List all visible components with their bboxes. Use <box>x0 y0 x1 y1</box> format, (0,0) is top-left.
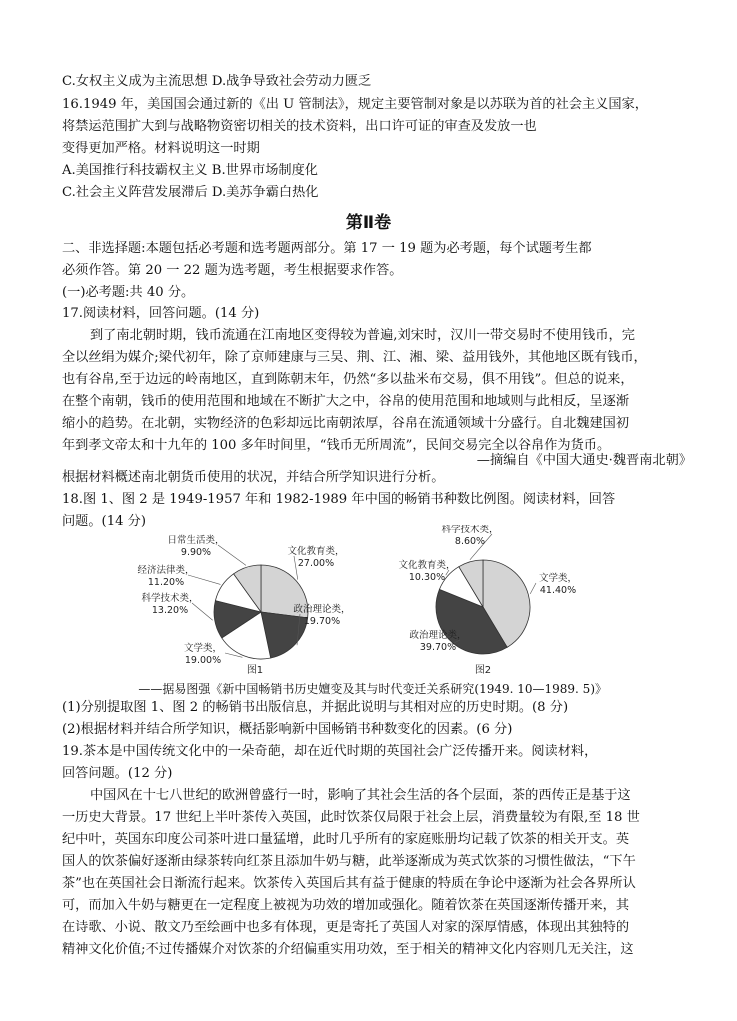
pie2-label-value-2: 10.30% <box>408 572 446 583</box>
q17-para-line2: 全以丝绢为媒介;梁代初年，除了京师建康与三吴、荆、江、湘、梁、益用钱外，其他地区既有钱币， <box>62 350 647 365</box>
pie1-label-value-3: 13.20% <box>151 605 189 616</box>
pie-charts <box>0 525 737 680</box>
question-19-line1: 19.茶本是中国传统文化中的一朵奇葩，却在近代时期的英国社会广泛传播开来。阅读材料， <box>62 744 598 759</box>
pie1-label-name-2: 文学类， <box>183 643 223 654</box>
pie1-label-value-1: 19.70% <box>303 616 341 627</box>
q17-para-line1: 到了南北朝时期，钱币流通在江南地区变得较为普遍,刘宋时，汉川一带交易时不使用钱币，完 <box>90 328 635 343</box>
pie1-leader-3 <box>192 603 213 620</box>
question-17-header: 17.阅读材料，回答问题。(14 分) <box>62 306 260 321</box>
q19-para-line2: 一历史大背景。17 世纪上半叶茶传入英国，此时饮茶仅局限于社会上层，消费量较为有限,至 18 世 <box>62 810 640 825</box>
q19-para-line4: 国人的饮茶偏好逐渐由绿茶转向红茶且添加牛奶与糖，此举逐渐成为英式饮茶的习惯性做法，“下午 <box>62 854 636 869</box>
intro-line2: 必须作答。第 20 一 22 题为选考题，考生根据要求作答。 <box>62 263 403 278</box>
question-19-line2: 回答问题。(12 分) <box>62 766 173 781</box>
q19-para-line1: 中国风在十七八世纪的欧洲曾盛行一时，影响了其社会生活的各个层面，茶的西传正是基于这 <box>90 788 631 803</box>
section-title: 第Ⅱ卷 <box>345 213 392 233</box>
intro-line1: 二、非选择题:本题包括必考题和选考题两部分。第 17 一 19 题为必考题，每个试题考生都 <box>62 241 592 256</box>
pie1-label-name-5: 日常生活类， <box>167 535 225 546</box>
pie1-label-value-2: 19.00% <box>184 655 222 666</box>
pie2-label-name-3: 科学技术类， <box>441 525 499 535</box>
pie1-label-value-4: 11.20% <box>147 577 185 588</box>
pie1-leader-4 <box>188 575 220 584</box>
pie2-title: 图2 <box>474 665 492 676</box>
q18-question2: (2)根据材料并结合所学知识，概括影响新中国畅销书种数变化的因素。(6 分) <box>62 722 513 737</box>
q17-para-line6: 年到孝文帝太和十九年的 100 多年时间里，“钱币无所周流”，民间交易完全以谷帛作为货币。 <box>62 438 611 453</box>
pie2-label-value-1: 39.70% <box>419 642 457 653</box>
q19-para-line5: 茶”也在英国社会日渐流行起来。饮茶传入英国后其有益于健康的特质在争论中逐渐为社会各界所认 <box>62 876 636 891</box>
pie2-label-value-3: 8.60% <box>454 536 486 547</box>
chart-source: ——据易图强《新中国畅销书历史嬗变及其与时代变迁关系研究(1949. 10—1989. 5)》 <box>138 682 607 696</box>
q17-para-line5: 缩小的趋势。在北朝，实物经济的色彩却远比南朝浓厚，谷帛在流通领域十分盛行。自北魏建国初 <box>62 416 630 431</box>
q19-para-line7: 在诗歌、小说、散文乃至绘画中也多有体现，更是寄托了英国人对家的深厚情感，体现出其独特的 <box>62 920 630 935</box>
intro-line3: (一)必考题:共 40 分。 <box>62 285 195 300</box>
question-18-line2: 问题。(14 分) <box>62 514 147 529</box>
pie1-label-name-1: 政治理论类， <box>293 604 351 615</box>
pie1-label-value-5: 9.90% <box>180 547 212 558</box>
question-16-line2: 将禁运范围扩大到与战略物资密切相关的技术资料，出口许可证的审查及发放一也 <box>62 119 537 134</box>
pie2-label-name-0: 文学类， <box>538 573 578 584</box>
pie1-label-name-0: 文化教育类， <box>287 546 345 557</box>
option-line-cd-q15: C.女权主义成为主流思想 D.战争导致社会劳动力匮乏 <box>62 74 372 89</box>
question-16-line1: 16.1949 年，美国国会通过新的《出 U 管制法》，规定主要管制对象是以苏联为首的社会主义国家， <box>62 97 648 112</box>
pie2-label-name-1: 政治理论类， <box>409 630 467 641</box>
q17-source: —摘编自《中国大通史·魏晋南北朝》 <box>476 453 692 468</box>
q19-para-line6: 可，而加入牛奶与糖更在一定程度上被视为功效的增加或强化。随着饮茶在英国逐渐传播开来，其 <box>62 898 630 913</box>
pie2-leader-0 <box>530 583 536 594</box>
pie1-leader-5 <box>218 545 246 565</box>
pie1-label-name-4: 经济法律类， <box>137 565 195 576</box>
option-line-cd-q16: C.社会主义阵营发展滞后 D.美苏争霸白热化 <box>62 185 319 200</box>
pie2-label-value-0: 41.40% <box>539 585 577 596</box>
question-18-line1: 18.图 1、图 2 是 1949-1957 年和 1982-1989 年中国的畅销书种数比例图。阅读材料，回答 <box>62 492 616 507</box>
option-line-ab-q16: A.美国推行科技霸权主义 B.世界市场制度化 <box>62 163 318 178</box>
pie2-label-name-2: 文化教育类， <box>398 560 456 571</box>
question-16-line3: 变得更加严格。材料说明这一时期 <box>62 141 260 156</box>
q17-para-line4: 在整个南朝，钱币的使用范围和地域在不断扩大之中，谷帛的使用范围和地域则与此相反，呈逐渐 <box>62 394 630 409</box>
q18-question1: (1)分别提取图 1、图 2 的畅销书出版信息，并据此说明与其相对应的历史时期。(8 分) <box>62 700 569 715</box>
q19-para-line3: 纪中叶，英国东印度公司茶叶进口量猛增，此时几乎所有的家庭账册均记载了饮茶的相关开支。英 <box>62 832 630 847</box>
q17-para-line3: 也有谷帛,至于边远的岭南地区，直到陈朝末年，仍然“多以盐米布交易，俱不用钱”。但总的说来， <box>62 372 634 387</box>
pie1-label-name-3: 科学技术类， <box>141 593 199 604</box>
pie1-label-value-0: 27.00% <box>297 558 335 569</box>
pie1-title: 图1 <box>246 665 264 676</box>
q17-question: 根据材料概述南北朝货币使用的状况，并结合所学知识进行分析。 <box>62 470 445 485</box>
q19-para-line8: 精神文化价值;不过传播媒介对饮茶的介绍偏重实用功效，至于相关的精神文化内容则几无关注，这 <box>62 942 634 957</box>
